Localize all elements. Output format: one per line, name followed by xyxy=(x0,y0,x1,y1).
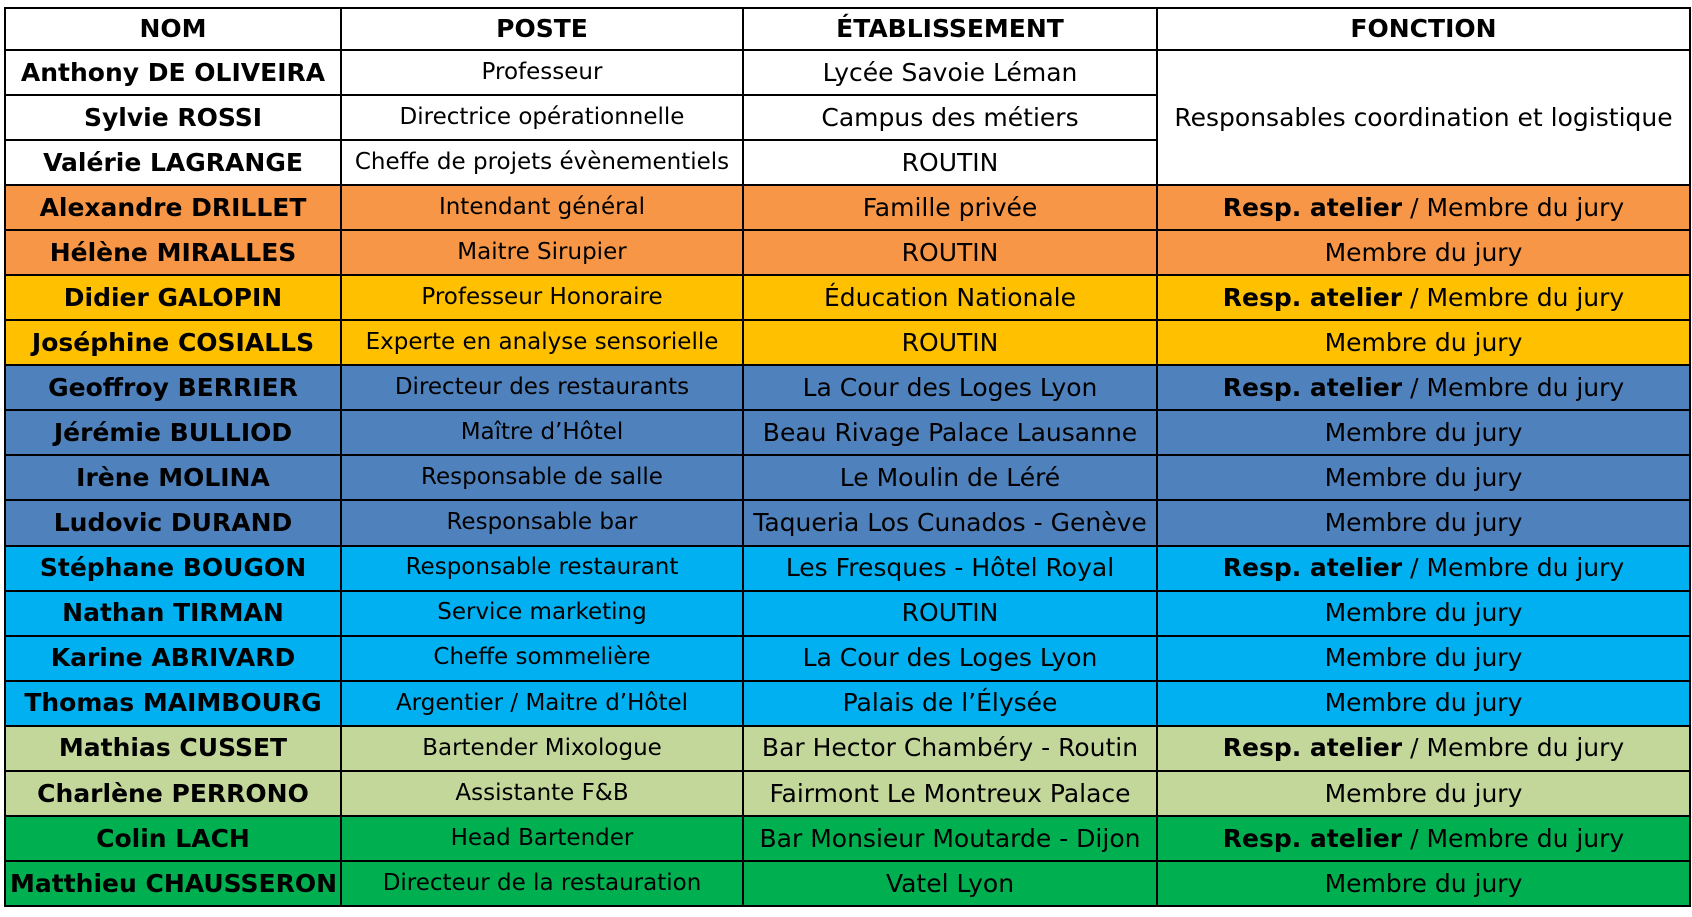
membre-jury-label: Membre du jury xyxy=(1324,418,1523,448)
table-row xyxy=(5,591,1690,636)
cell-etablissement: Éducation Nationale xyxy=(743,275,1157,320)
fonction-separator: / xyxy=(1402,283,1427,312)
cell-nom: Anthony DE OLIVEIRA xyxy=(5,50,341,95)
membre-jury-label: Membre du jury xyxy=(1324,328,1523,358)
fonction-separator: / xyxy=(1402,553,1427,583)
cell-fonction xyxy=(1157,275,1690,320)
cell-poste: Responsable restaurant xyxy=(341,546,743,591)
cell-fonction xyxy=(1157,546,1690,591)
cell-fonction xyxy=(1157,500,1690,545)
cell-nom: Alexandre DRILLET xyxy=(5,185,341,230)
cell-poste: Intendant général xyxy=(341,185,743,230)
cell-nom: Mathias CUSSET xyxy=(5,726,341,771)
cell-etablissement: Fairmont Le Montreux Palace xyxy=(743,771,1157,816)
cell-etablissement: ROUTIN xyxy=(743,230,1157,275)
cell-etablissement: Bar Hector Chambéry - Routin xyxy=(743,726,1157,771)
membre-jury-label: Membre du jury xyxy=(1426,283,1625,312)
cell-etablissement: Vatel Lyon xyxy=(743,861,1157,906)
cell-nom: Jérémie BULLIOD xyxy=(5,410,341,455)
cell-fonction xyxy=(1157,681,1690,726)
cell-poste: Experte en analyse sensorielle xyxy=(341,320,743,365)
cell-nom: Thomas MAIMBOURG xyxy=(5,681,341,726)
cell-fonction xyxy=(1157,185,1690,230)
table-row xyxy=(5,816,1690,861)
cell-poste: Cheffe de projets évènementiels xyxy=(341,140,743,185)
table-row xyxy=(5,365,1690,410)
header-etablissement: ÉTABLISSEMENT xyxy=(743,8,1157,50)
cell-nom: Geoffroy BERRIER xyxy=(5,365,341,410)
membre-jury-label: Membre du jury xyxy=(1324,688,1523,718)
membre-jury-label: Membre du jury xyxy=(1324,778,1523,808)
table-row xyxy=(5,230,1690,275)
cell-fonction xyxy=(1157,816,1690,861)
table-row xyxy=(5,546,1690,591)
resp-atelier-label: Resp. atelier xyxy=(1222,733,1403,763)
resp-atelier-label: Resp. atelier xyxy=(1222,192,1403,222)
membre-jury-label: Membre du jury xyxy=(1324,508,1523,538)
cell-poste: Directeur des restaurants xyxy=(341,365,743,410)
cell-poste: Bartender Mixologue xyxy=(341,726,743,771)
cell-poste: Maître d’Hôtel xyxy=(341,410,743,455)
header-fonction: FONCTION xyxy=(1157,8,1690,50)
cell-etablissement: Famille privée xyxy=(743,185,1157,230)
cell-poste: Assistante F&B xyxy=(341,771,743,816)
table-row xyxy=(5,275,1690,320)
cell-poste: Directrice opérationnelle xyxy=(341,95,743,140)
resp-atelier-label: Resp. atelier xyxy=(1222,373,1403,403)
jury-table xyxy=(4,7,1691,907)
cell-fonction xyxy=(1157,591,1690,636)
cell-poste: Responsable de salle xyxy=(341,455,743,500)
membre-jury-label: Membre du jury xyxy=(1324,598,1523,628)
cell-poste: Directeur de la restauration xyxy=(341,861,743,906)
membre-jury-label: Membre du jury xyxy=(1324,643,1523,673)
cell-etablissement: Campus des métiers xyxy=(743,95,1157,140)
cell-nom: Charlène PERRONO xyxy=(5,771,341,816)
header-poste: POSTE xyxy=(341,8,743,50)
cell-fonction xyxy=(1157,410,1690,455)
cell-etablissement: Beau Rivage Palace Lausanne xyxy=(743,410,1157,455)
cell-nom: Stéphane BOUGON xyxy=(5,546,341,591)
cell-nom: Irène MOLINA xyxy=(5,455,341,500)
membre-jury-label: Membre du jury xyxy=(1324,463,1523,493)
cell-poste: Cheffe sommelière xyxy=(341,636,743,681)
cell-fonction-coordination: Responsables coordination et logistique xyxy=(1157,50,1690,185)
cell-nom: Karine ABRIVARD xyxy=(5,636,341,681)
cell-nom: Hélène MIRALLES xyxy=(5,230,341,275)
cell-fonction xyxy=(1157,726,1690,771)
cell-nom: Valérie LAGRANGE xyxy=(5,140,341,185)
membre-jury-label: Membre du jury xyxy=(1426,823,1625,853)
cell-etablissement: La Cour des Loges Lyon xyxy=(743,365,1157,410)
table-row xyxy=(5,726,1690,771)
table-row xyxy=(5,861,1690,906)
cell-poste: Professeur xyxy=(341,50,743,95)
membre-jury-label: Membre du jury xyxy=(1426,373,1625,403)
cell-fonction xyxy=(1157,320,1690,365)
table-row xyxy=(5,681,1690,726)
table-row xyxy=(5,50,1690,95)
table-row xyxy=(5,771,1690,816)
header-row xyxy=(5,8,1690,50)
cell-fonction xyxy=(1157,365,1690,410)
membre-jury-label: Membre du jury xyxy=(1324,868,1523,898)
cell-nom: Matthieu CHAUSSERON xyxy=(5,861,341,906)
table-row xyxy=(5,410,1690,455)
cell-poste: Professeur Honoraire xyxy=(341,275,743,320)
cell-nom: Joséphine COSIALLS xyxy=(5,320,341,365)
fonction-separator: / xyxy=(1402,823,1427,853)
header-nom: NOM xyxy=(5,8,341,50)
cell-etablissement: Palais de l’Élysée xyxy=(743,681,1157,726)
cell-nom: Didier GALOPIN xyxy=(5,275,341,320)
cell-etablissement: Le Moulin de Léré xyxy=(743,455,1157,500)
cell-etablissement: Les Fresques - Hôtel Royal xyxy=(743,546,1157,591)
cell-nom: Sylvie ROSSI xyxy=(5,95,341,140)
membre-jury-label: Membre du jury xyxy=(1324,237,1523,267)
cell-fonction xyxy=(1157,230,1690,275)
table-row xyxy=(5,500,1690,545)
cell-etablissement: Bar Monsieur Moutarde - Dijon xyxy=(743,816,1157,861)
resp-atelier-label: Resp. atelier xyxy=(1222,553,1403,583)
cell-fonction xyxy=(1157,861,1690,906)
cell-poste: Service marketing xyxy=(341,591,743,636)
fonction-separator: / xyxy=(1402,733,1427,763)
cell-fonction xyxy=(1157,455,1690,500)
cell-etablissement: Lycée Savoie Léman xyxy=(743,50,1157,95)
cell-etablissement: ROUTIN xyxy=(743,320,1157,365)
cell-poste: Head Bartender xyxy=(341,816,743,861)
table-row xyxy=(5,185,1690,230)
table-row xyxy=(5,320,1690,365)
cell-nom: Colin LACH xyxy=(5,816,341,861)
cell-etablissement: ROUTIN xyxy=(743,591,1157,636)
cell-etablissement: La Cour des Loges Lyon xyxy=(743,636,1157,681)
membre-jury-label: Membre du jury xyxy=(1426,733,1625,763)
cell-poste: Maitre Sirupier xyxy=(341,230,743,275)
cell-poste: Argentier / Maitre d’Hôtel xyxy=(341,681,743,726)
membre-jury-label: Membre du jury xyxy=(1426,192,1625,222)
resp-atelier-label: Resp. atelier xyxy=(1222,823,1403,853)
cell-poste: Responsable bar xyxy=(341,500,743,545)
cell-nom: Ludovic DURAND xyxy=(5,500,341,545)
resp-atelier-label: Resp. atelier xyxy=(1222,283,1403,312)
cell-nom: Nathan TIRMAN xyxy=(5,591,341,636)
cell-etablissement: Taqueria Los Cunados - Genève xyxy=(743,500,1157,545)
cell-fonction xyxy=(1157,636,1690,681)
cell-fonction xyxy=(1157,771,1690,816)
membre-jury-label: Membre du jury xyxy=(1426,553,1625,583)
fonction-separator: / xyxy=(1402,192,1427,222)
table-row xyxy=(5,455,1690,500)
cell-etablissement: ROUTIN xyxy=(743,140,1157,185)
table-row xyxy=(5,636,1690,681)
fonction-separator: / xyxy=(1402,373,1427,403)
